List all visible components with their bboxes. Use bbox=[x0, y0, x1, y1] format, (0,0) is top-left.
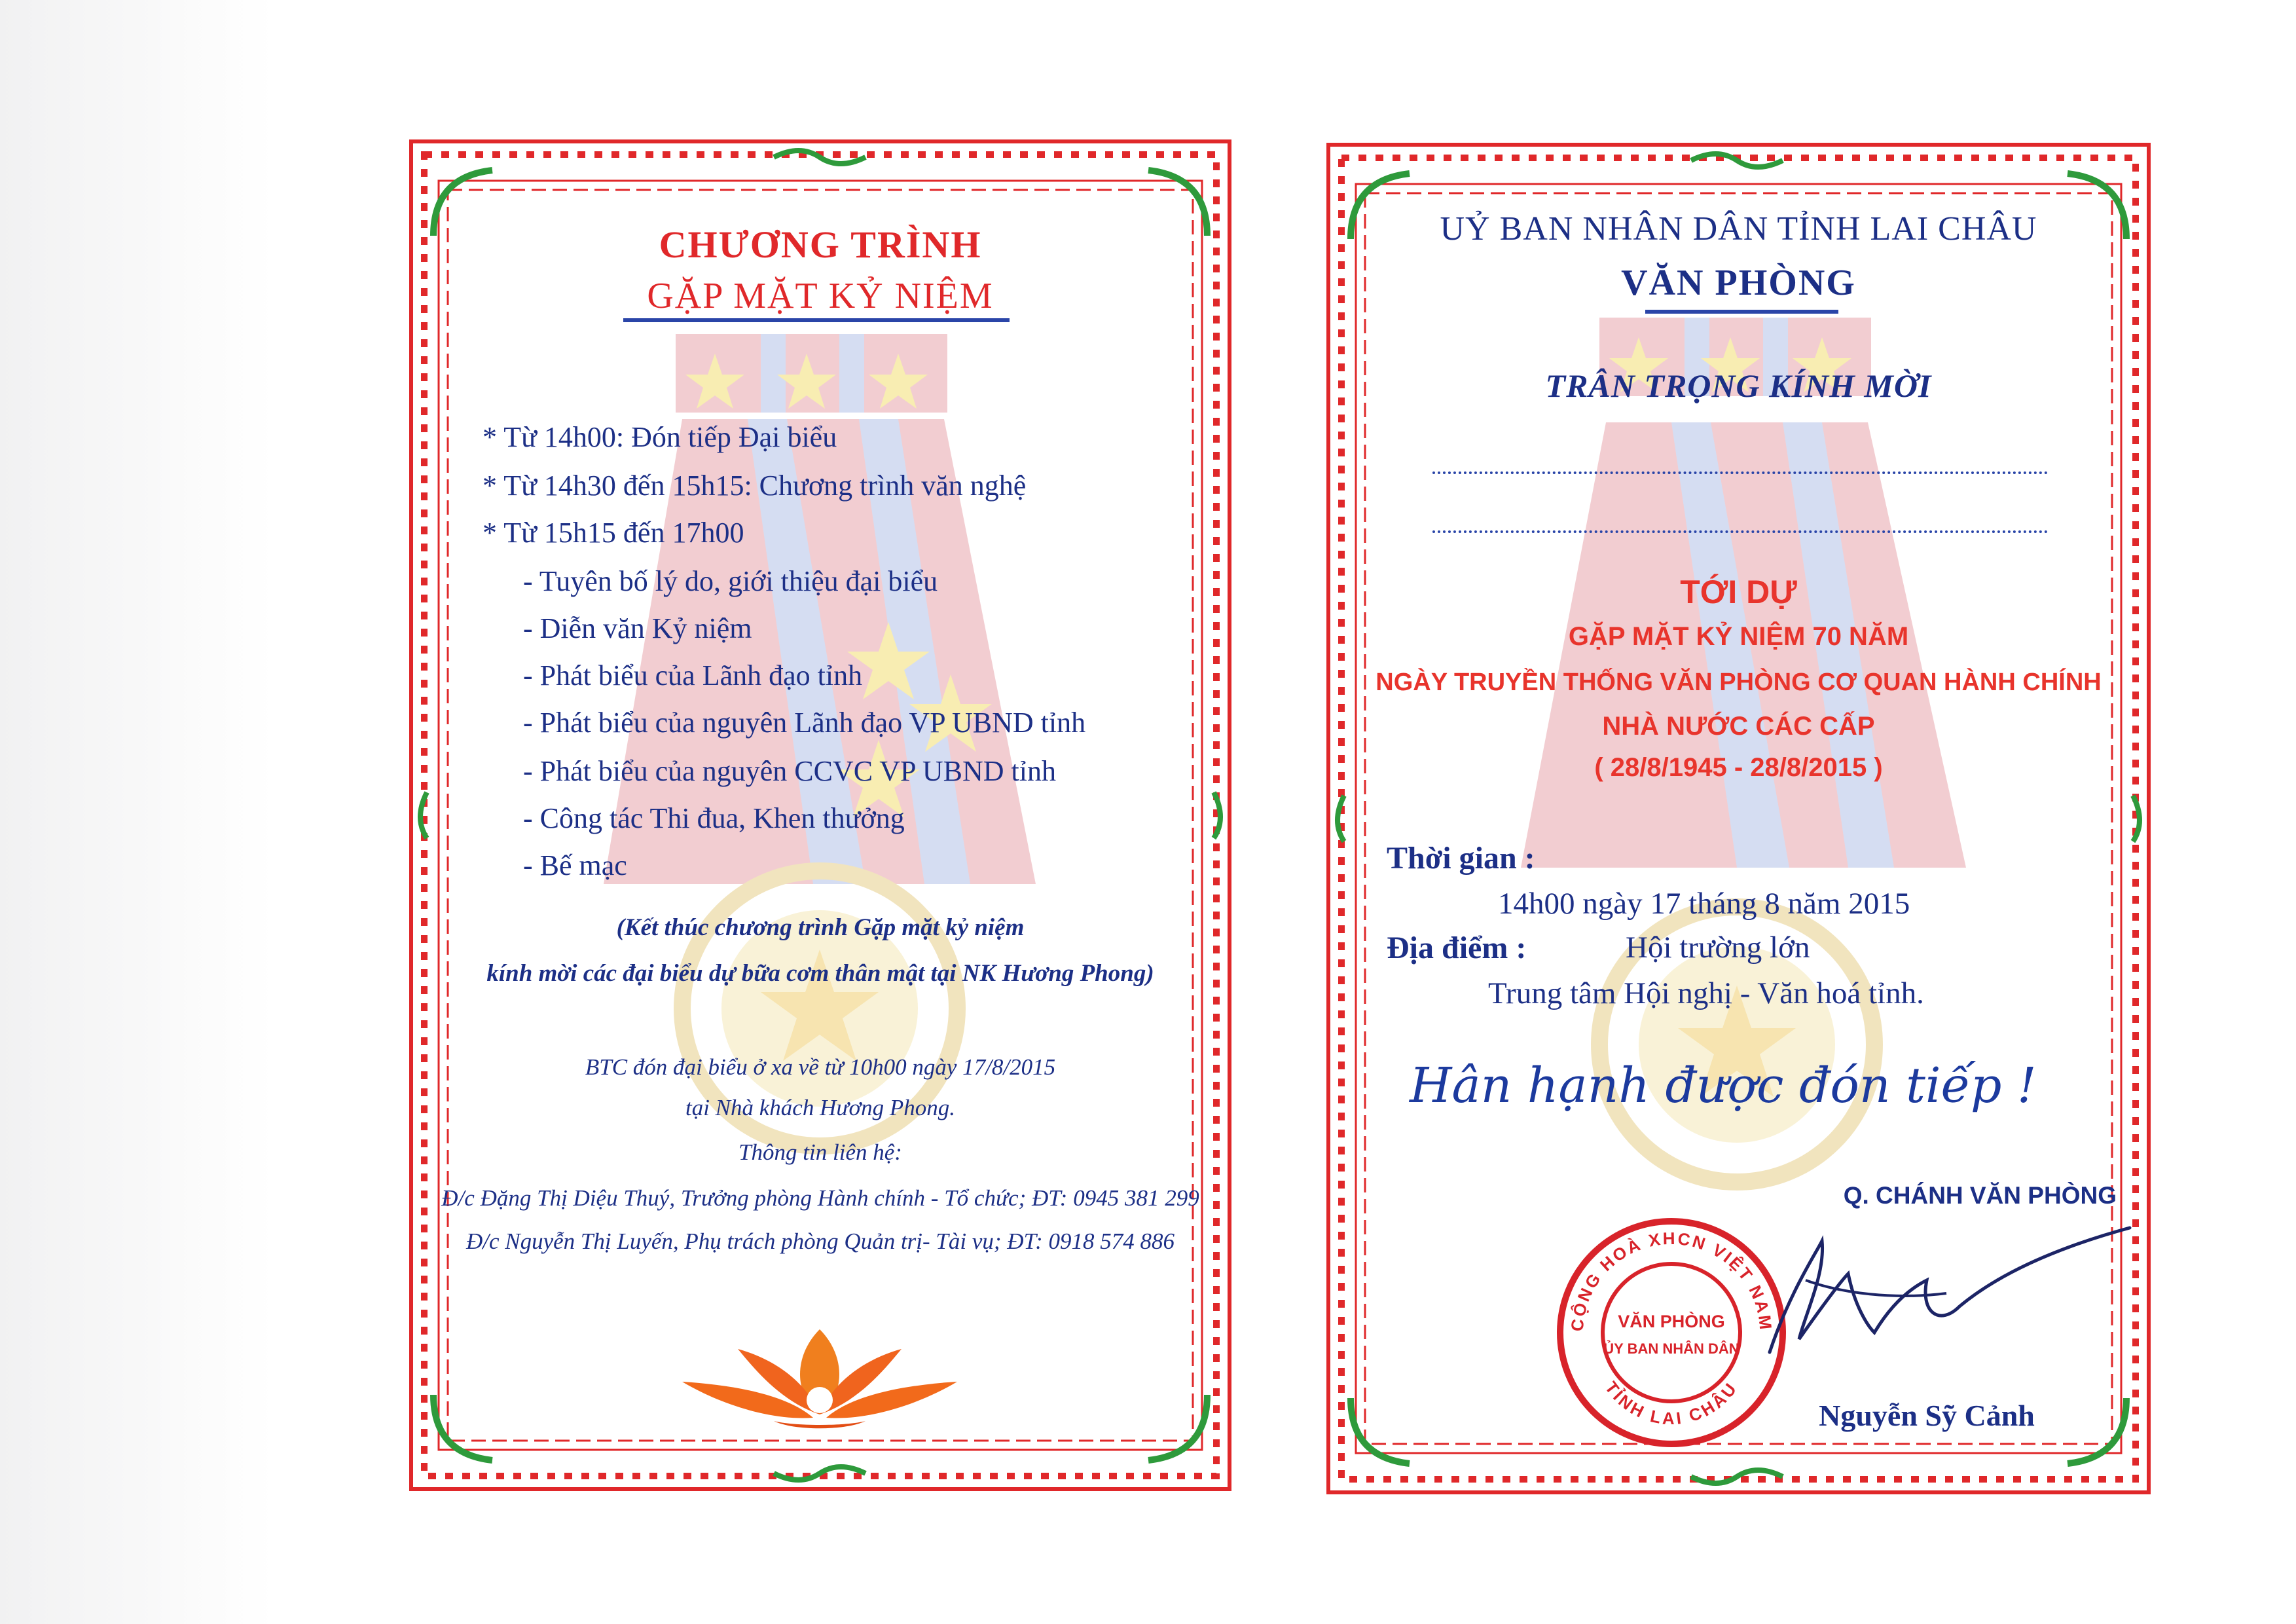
contact-1: Đ/c Đặng Thị Diệu Thuý, Trưởng phòng Hành chính - Tổ chức; ĐT: 0945 381 299 bbox=[441, 1185, 1199, 1211]
program-subtitle: GẶP MẶT KỶ NIỆM bbox=[647, 276, 994, 316]
title-underline bbox=[623, 318, 1010, 322]
attend-heading: TỚI DỰ bbox=[1680, 574, 1797, 610]
time-value: 14h00 ngày 17 tháng 8 năm 2015 bbox=[1498, 887, 1910, 921]
place-label: Địa điểm : bbox=[1387, 931, 1527, 965]
guest-name-line bbox=[1432, 471, 2048, 474]
invite-heading: TRÂN TRỌNG KÍNH MỜI bbox=[1545, 367, 1932, 404]
signer-title: Q. CHÁNH VĂN PHÒNG bbox=[1843, 1182, 2117, 1209]
schedule-subitem: - Tuyên bố lý do, giới thiệu đại biểu bbox=[523, 565, 938, 597]
schedule-subitem: - Phát biểu của nguyên Lãnh đạo VP UBND tỉnh bbox=[523, 707, 1086, 739]
reception-line1: BTC đón đại biểu ở xa về từ 10h00 ngày 17/8/2015 bbox=[585, 1054, 1056, 1080]
place-value1: Hội trường lớn bbox=[1626, 931, 1810, 965]
schedule-subitem: - Công tác Thi đua, Khen thưởng bbox=[523, 802, 905, 834]
handwritten-signature bbox=[1743, 1202, 2136, 1385]
program-card bbox=[407, 138, 1233, 1493]
place-value2: Trung tâm Hội nghị - Văn hoá tỉnh. bbox=[1488, 976, 1924, 1010]
closing-note-line2: kính mời các đại biểu dự bữa cơm thân mật tại NK Hương Phong) bbox=[486, 960, 1154, 987]
schedule-subitem: - Phát biểu của Lãnh đạo tỉnh bbox=[523, 659, 863, 692]
stamp-center-line1: VĂN PHÒNG bbox=[1618, 1312, 1725, 1331]
welcome-message: Hân hạnh được đón tiếp ! bbox=[1410, 1058, 2037, 1114]
schedule-subitem: - Diễn văn Kỷ niệm bbox=[523, 612, 752, 644]
invitation-card bbox=[1324, 141, 2153, 1496]
closing-note-line1: (Kết thúc chương trình Gặp mặt kỷ niệm bbox=[616, 914, 1025, 941]
schedule-item: * Từ 14h00: Đón tiếp Đại biểu bbox=[483, 421, 837, 453]
schedule-item: * Từ 15h15 đến 17h00 bbox=[483, 517, 744, 549]
event-line1: GẶP MẶT KỶ NIỆM 70 NĂM bbox=[1568, 622, 1909, 651]
event-dates: ( 28/8/1945 - 28/8/2015 ) bbox=[1594, 753, 1883, 782]
time-label: Thời gian : bbox=[1387, 841, 1535, 876]
reception-line2: tại Nhà khách Hương Phong. bbox=[685, 1095, 956, 1120]
lotus-icon bbox=[676, 1323, 964, 1434]
event-line3: NHÀ NƯỚC CÁC CẤP bbox=[1602, 712, 1875, 741]
stamp-ring-bottom: TỈNH LAI CHÂU bbox=[1601, 1377, 1742, 1429]
event-line2: NGÀY TRUYỀN THỐNG VĂN PHÒNG CƠ QUAN HÀNH CHÍNH bbox=[1376, 669, 2102, 696]
office-underline bbox=[1645, 310, 1838, 314]
schedule-subitem: - Bế mạc bbox=[523, 849, 627, 881]
program-title: CHƯƠNG TRÌNH bbox=[659, 223, 982, 266]
org-office: VĂN PHÒNG bbox=[1621, 263, 1856, 303]
stamp-center-line2: ỦY BAN NHÂN DÂN bbox=[1603, 1340, 1740, 1357]
contact-heading: Thông tin liên hệ: bbox=[738, 1139, 902, 1165]
scan-background bbox=[0, 0, 275, 1624]
contact-2: Đ/c Nguyễn Thị Luyến, Phụ trách phòng Quản trị- Tài vụ; ĐT: 0918 574 886 bbox=[465, 1228, 1175, 1254]
stamp-ring-top: CỘNG HOÀ XHCN VIỆT NAM bbox=[1567, 1228, 1776, 1333]
schedule-item: * Từ 14h30 đến 15h15: Chương trình văn nghệ bbox=[483, 470, 1027, 502]
guest-name-line bbox=[1432, 530, 2048, 533]
org-name: UỶ BAN NHÂN DÂN TỈNH LAI CHÂU bbox=[1440, 210, 2037, 248]
signer-name: Nguyễn Sỹ Cảnh bbox=[1819, 1399, 2035, 1432]
schedule-subitem: - Phát biểu của nguyên CCVC VP UBND tỉnh bbox=[523, 755, 1056, 787]
